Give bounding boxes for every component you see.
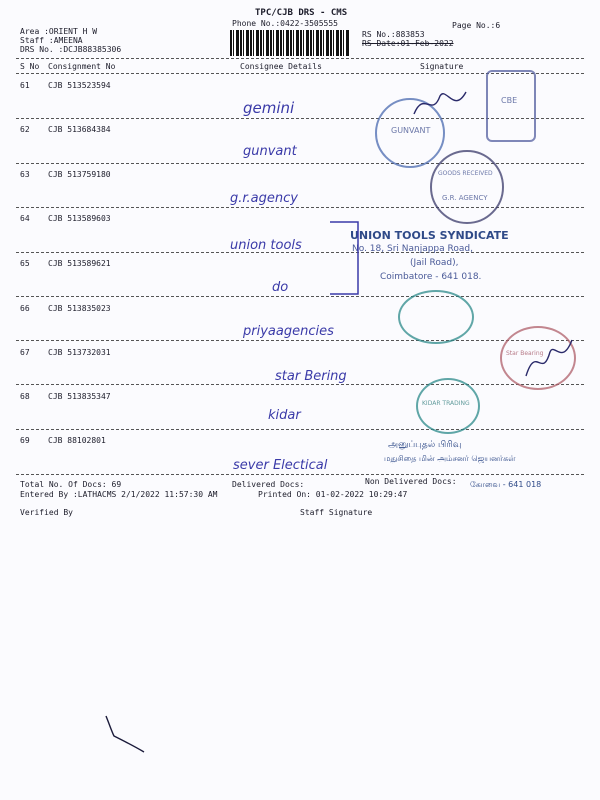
row-consignment-no: CJB 513523594 xyxy=(48,81,111,90)
row-sno: 67 xyxy=(20,348,30,357)
barcode xyxy=(230,30,350,56)
row-divider xyxy=(16,429,584,430)
non-delivered-docs: Non Delivered Docs: xyxy=(365,477,457,486)
signature-scribble xyxy=(410,84,470,124)
row-sno: 64 xyxy=(20,214,30,223)
row-consignee-handwriting: kidar xyxy=(268,408,301,423)
priya-agencies-stamp xyxy=(398,290,474,344)
entered-by: Entered By :LATHACMS 2/1/2022 11:57:30 AM xyxy=(20,490,218,499)
row-consignment-no: CJB 513732031 xyxy=(48,348,111,357)
row-consignment-no: CJB 513589603 xyxy=(48,214,111,223)
row-sno: 62 xyxy=(20,125,30,134)
row-consignment-no: CJB 513589621 xyxy=(48,259,111,268)
row-sno: 63 xyxy=(20,170,30,179)
row-consignee-handwriting: priyaagencies xyxy=(243,324,334,339)
col-consignee-details: Consignee Details xyxy=(240,62,322,71)
row-consignment-no: CJB 88102801 xyxy=(48,436,106,445)
header-divider xyxy=(16,58,584,59)
col-signature: Signature xyxy=(420,62,464,71)
col-sno: S No xyxy=(20,62,40,71)
page-number: Page No.:6 xyxy=(452,21,501,30)
row-divider xyxy=(16,384,584,385)
row-consignment-no: CJB 513835023 xyxy=(48,304,111,313)
drs-number: DRS No. :DCJB88385306 xyxy=(20,45,122,54)
staff-signature: Staff Signature xyxy=(300,508,373,517)
staff-label: Staff :AMEENA xyxy=(20,36,83,45)
row-consignment-no: CJB 513684384 xyxy=(48,125,111,134)
gunvant-stamp: GUNVANT xyxy=(375,98,445,168)
row-consignee-handwriting: star Bering xyxy=(275,369,347,384)
cbe-date-stamp: CBE xyxy=(486,70,536,142)
gr-agency-stamp: GOODS RECEIVED G.R. AGENCY xyxy=(430,150,504,224)
verified-by: Verified By xyxy=(20,508,73,517)
row-consignment-no: CJB 513835347 xyxy=(48,392,111,401)
row-sno: 61 xyxy=(20,81,30,90)
delivered-docs: Delivered Docs: xyxy=(232,480,305,489)
row-divider xyxy=(16,296,584,297)
phone-number: Phone No.:0422-3505555 xyxy=(232,19,338,28)
row-divider xyxy=(16,252,584,253)
row-consignee-handwriting: sever Electical xyxy=(233,458,328,473)
row-consignee-handwriting: g.r.agency xyxy=(230,191,298,206)
row-sno: 68 xyxy=(20,392,30,401)
row-sno: 66 xyxy=(20,304,30,313)
row-consignee-handwriting: do xyxy=(272,280,289,295)
pen-mark xyxy=(100,712,150,754)
rs-number: RS No.:883853 xyxy=(362,30,425,39)
row-divider xyxy=(16,340,584,341)
document-title: TPC/CJB DRS - CMS xyxy=(255,8,348,18)
row-divider xyxy=(16,474,584,475)
row-consignee-handwriting: union tools xyxy=(230,238,302,253)
row-divider xyxy=(16,207,584,208)
row-consignment-no: CJB 513759180 xyxy=(48,170,111,179)
union-tools-stamp: UNION TOOLS SYNDICATE xyxy=(350,229,509,242)
printed-on: Printed On: 01-02-2022 10:29:47 xyxy=(258,490,408,499)
col-consignment-no: Consignment No xyxy=(48,62,116,71)
tamil-stamp: அனுப்புதல் பிரிவு xyxy=(388,440,462,450)
bracket-mark xyxy=(326,218,366,298)
row-sno: 65 xyxy=(20,259,30,268)
star-bearing-stamp: Star Bearing xyxy=(500,326,576,390)
row-consignee-handwriting: gemini xyxy=(243,99,295,117)
row-consignee-handwriting: gunvant xyxy=(243,144,297,159)
kidar-stamp: KIDAR TRADING xyxy=(416,378,480,434)
total-docs: Total No. Of Docs: 69 xyxy=(20,480,122,489)
area-label: Area :ORIENT H W xyxy=(20,27,98,36)
row-divider xyxy=(16,163,584,164)
signature-scribble xyxy=(520,336,576,382)
rs-date: RS Date:01-Feb-2022 xyxy=(362,39,454,48)
row-sno: 69 xyxy=(20,436,30,445)
